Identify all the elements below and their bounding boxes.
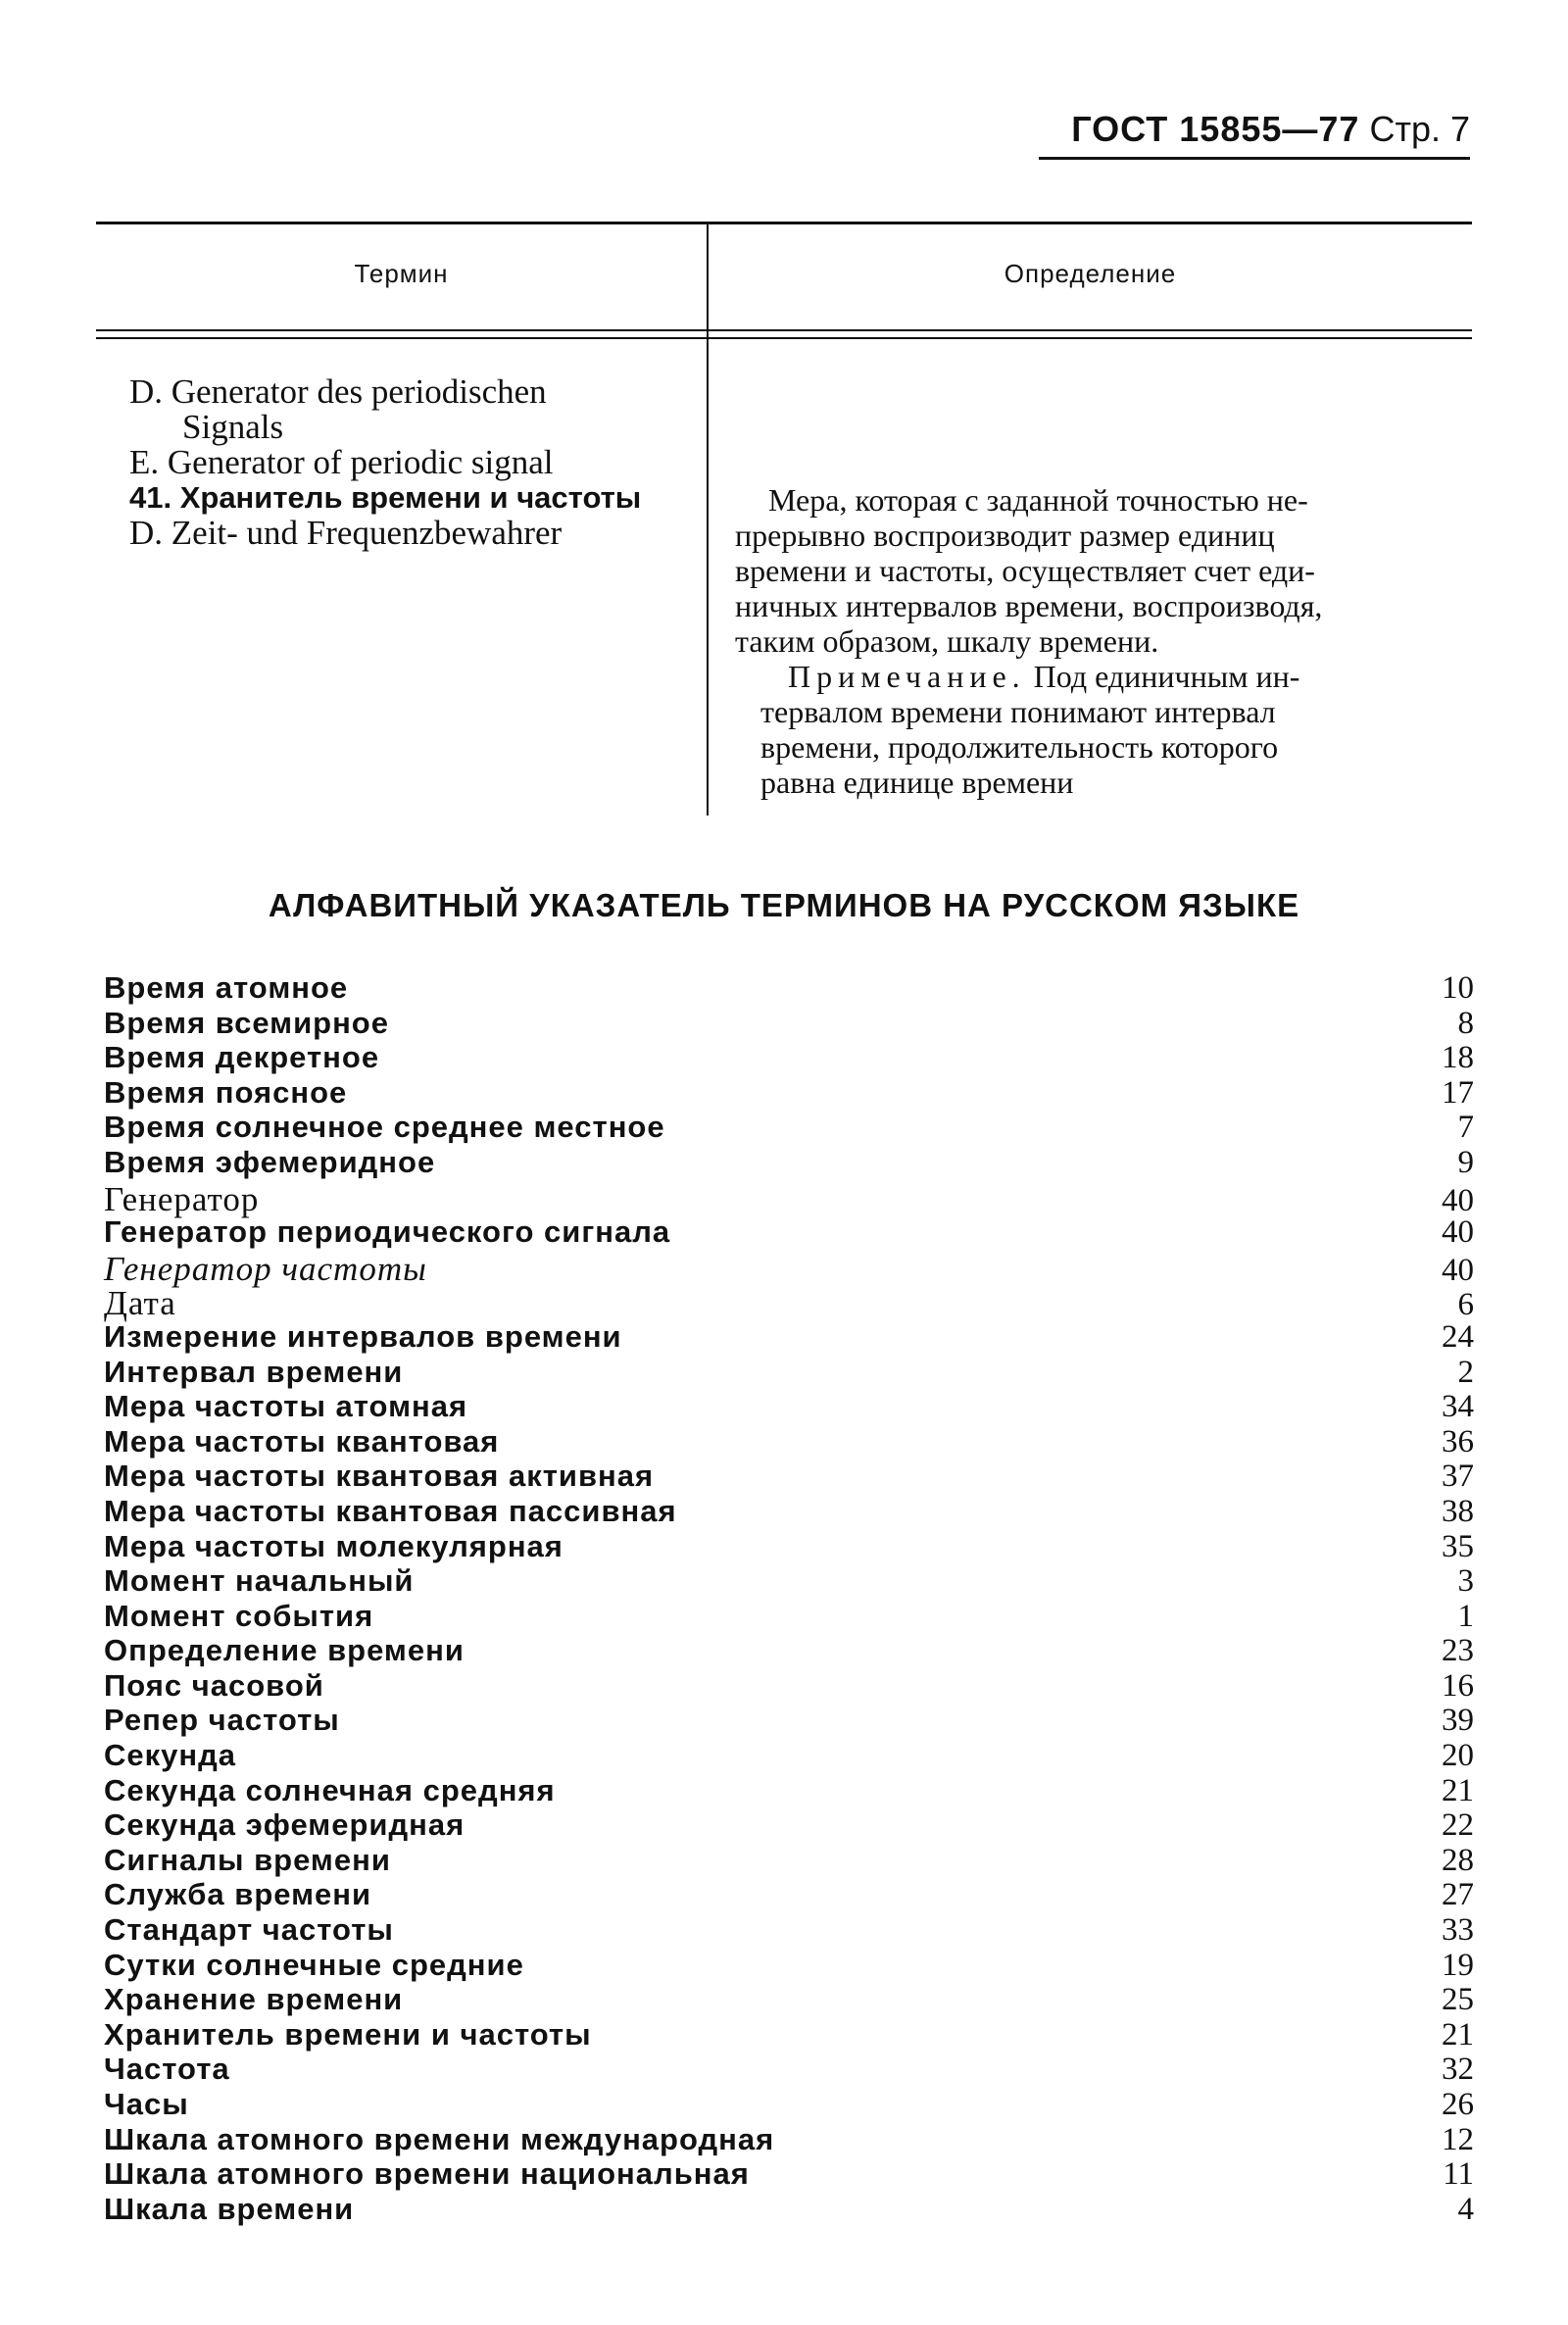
index-number: 36	[1442, 1423, 1474, 1459]
index-row	[104, 1284, 1474, 1323]
index-number: 24	[1442, 1318, 1474, 1355]
term-41	[129, 480, 678, 516]
index-row	[104, 1563, 1474, 1599]
index-row	[104, 1633, 1474, 1668]
index-term: Сигналы времени	[104, 1842, 391, 1877]
index-term: Время атомное	[104, 970, 349, 1005]
note-line: времени, продолжительность которого	[760, 729, 1279, 765]
alphabetical-index	[104, 970, 1474, 2226]
index-row	[104, 1948, 1474, 1983]
note-text: Под единичным ин-	[1033, 659, 1300, 694]
index-term: Время эфемеридное	[104, 1144, 436, 1179]
index-row	[104, 1040, 1474, 1075]
index-number: 40	[1442, 1182, 1474, 1218]
index-row	[104, 1006, 1474, 1041]
index-row	[104, 1319, 1474, 1355]
term-text: Signals	[182, 408, 284, 446]
index-number: 37	[1442, 1459, 1474, 1495]
index-number: 28	[1442, 1842, 1474, 1878]
index-term: Время солнечное среднее местное	[104, 1110, 665, 1145]
index-row	[104, 1494, 1474, 1529]
index-row	[104, 2052, 1474, 2087]
definition-line: ничных интервалов времени, воспроизводя,	[735, 588, 1323, 623]
index-number: 11	[1443, 2156, 1474, 2193]
column-header-term: Термин	[354, 259, 449, 288]
term-text: 41. Хранитель времени и частоты	[129, 480, 642, 515]
index-number: 27	[1442, 1877, 1474, 1913]
term-german-generator-cont	[129, 410, 678, 445]
index-number: 3	[1457, 1563, 1474, 1600]
index-term: Стандарт частоты	[104, 1912, 394, 1948]
index-term: Мера частоты квантовая активная	[104, 1459, 655, 1494]
index-term: Репер частоты	[104, 1703, 340, 1738]
note-first-line	[760, 659, 1441, 694]
index-number: 18	[1442, 1040, 1474, 1076]
index-row	[104, 1738, 1474, 1773]
index-term: Интервал времени	[104, 1354, 404, 1389]
term-english-generator	[129, 445, 678, 480]
index-term: Дата	[104, 1284, 176, 1323]
index-row	[104, 1843, 1474, 1878]
index-row	[104, 1912, 1474, 1948]
index-term: Момент события	[104, 1598, 374, 1633]
index-term: Генератор периодического сигнала	[104, 1214, 671, 1250]
index-term: Пояс часовой	[104, 1667, 324, 1703]
term-german-zeit	[129, 516, 678, 551]
term-text: E. Generator of periodic signal	[129, 443, 554, 481]
index-term: Служба времени	[104, 1877, 372, 1912]
index-number: 39	[1442, 1703, 1474, 1739]
index-row	[104, 970, 1474, 1006]
index-term: Шкала атомного времени международная	[104, 2121, 775, 2156]
index-row	[104, 1110, 1474, 1145]
index-term: Генератор	[104, 1179, 260, 1218]
index-term: Время всемирное	[104, 1005, 389, 1040]
index-row	[104, 2192, 1474, 2227]
index-number: 7	[1457, 1110, 1474, 1146]
index-row	[104, 1773, 1474, 1808]
index-row	[104, 1668, 1474, 1704]
term-german-generator	[129, 374, 678, 410]
index-row	[104, 1214, 1474, 1250]
index-term: Сутки солнечные средние	[104, 1947, 524, 1982]
index-row	[104, 1075, 1474, 1111]
index-term: Генератор частоты	[104, 1249, 427, 1288]
index-number: 4	[1457, 2191, 1474, 2227]
table-header-rule-double	[96, 337, 1472, 339]
index-number: 26	[1442, 2087, 1474, 2122]
index-number: 25	[1442, 1982, 1474, 2018]
page-header	[1039, 108, 1470, 160]
index-number: 6	[1457, 1287, 1474, 1323]
note-line: тервалом времени понимают интервал	[760, 694, 1276, 729]
index-row	[104, 1982, 1474, 2017]
index-number: 40	[1442, 1252, 1474, 1288]
index-row	[104, 2156, 1474, 2192]
index-number: 8	[1457, 1005, 1474, 1041]
index-term: Хранитель времени и частоты	[104, 2016, 592, 2052]
index-row	[104, 1249, 1474, 1288]
index-number: 1	[1457, 1598, 1474, 1634]
index-number: 17	[1442, 1074, 1474, 1111]
index-number: 19	[1442, 1947, 1474, 1983]
term-text: D. Generator des periodischen	[129, 372, 547, 411]
index-number: 34	[1442, 1389, 1474, 1425]
standard-number: ГОСТ 15855—77	[1071, 109, 1360, 149]
index-number: 20	[1442, 1738, 1474, 1774]
index-term: Мера частоты квантовая	[104, 1423, 500, 1459]
index-number: 9	[1457, 1144, 1474, 1180]
definition-line: времени и частоты, осуществляет счет еди-	[735, 553, 1315, 588]
index-row	[104, 1389, 1474, 1424]
index-row	[104, 1599, 1474, 1634]
index-row	[104, 2122, 1474, 2157]
index-row	[104, 1145, 1474, 1180]
table-column-divider	[707, 222, 709, 816]
definition-line: таким образом, шкалу времени.	[735, 623, 1159, 659]
index-term: Секунда солнечная средняя	[104, 1772, 556, 1807]
index-row	[104, 1877, 1474, 1912]
index-row	[104, 2087, 1474, 2122]
index-term: Момент начальный	[104, 1563, 415, 1599]
index-number: 22	[1442, 1807, 1474, 1844]
term-column	[129, 374, 678, 551]
index-term: Секунда эфемеридная	[104, 1807, 466, 1843]
index-row	[104, 1807, 1474, 1843]
index-number: 16	[1442, 1667, 1474, 1704]
index-term: Шкала времени	[104, 2191, 355, 2226]
table-top-rule	[96, 222, 1472, 224]
definition-note	[735, 659, 1441, 800]
index-term: Определение времени	[104, 1633, 465, 1668]
index-row	[104, 1355, 1474, 1390]
index-row	[104, 1179, 1474, 1218]
index-number: 2	[1457, 1354, 1474, 1390]
index-number: 12	[1442, 2121, 1474, 2157]
index-term: Хранение времени	[104, 1982, 404, 2017]
terms-table	[96, 222, 1472, 816]
index-number: 35	[1442, 1528, 1474, 1564]
index-number: 40	[1442, 1214, 1474, 1251]
index-term: Измерение интервалов времени	[104, 1318, 622, 1354]
index-number: 38	[1442, 1493, 1474, 1529]
index-term: Секунда	[104, 1738, 237, 1773]
index-term: Мера частоты атомная	[104, 1389, 468, 1424]
index-number: 21	[1442, 2016, 1474, 2053]
index-term: Часы	[104, 2087, 189, 2121]
index-term: Мера частоты квантовая пассивная	[104, 1493, 677, 1528]
note-label: Примечание.	[788, 659, 1026, 694]
index-row	[104, 1529, 1474, 1564]
definition-line: Мера, которая с заданной точностью не-	[768, 482, 1308, 518]
page-number: Стр. 7	[1369, 109, 1470, 149]
index-row	[104, 1703, 1474, 1738]
note-line: равна единице времени	[760, 765, 1074, 800]
index-number: 21	[1442, 1772, 1474, 1808]
index-row	[104, 1459, 1474, 1494]
index-term: Время поясное	[104, 1074, 348, 1110]
index-row	[104, 2017, 1474, 2053]
index-number: 10	[1442, 970, 1474, 1006]
index-number: 32	[1442, 2052, 1474, 2088]
table-header-rule	[96, 329, 1472, 331]
index-term: Время декретное	[104, 1040, 380, 1075]
definition-line: прерывно воспроизводит размер единиц	[735, 518, 1275, 553]
index-term: Шкала атомного времени национальная	[104, 2156, 750, 2192]
index-row	[104, 1424, 1474, 1459]
definition-column	[735, 482, 1441, 800]
column-header-definition: Определение	[1004, 259, 1177, 288]
term-text: D. Zeit- und Frequenzbewahrer	[129, 514, 563, 552]
index-number: 33	[1442, 1912, 1474, 1949]
index-number: 23	[1442, 1633, 1474, 1669]
index-title: АЛФАВИТНЫЙ УКАЗАТЕЛЬ ТЕРМИНОВ НА РУССКОМ ЯЗЫКЕ	[268, 887, 1300, 923]
index-term: Частота	[104, 2052, 230, 2087]
index-term: Мера частоты молекулярная	[104, 1528, 564, 1563]
